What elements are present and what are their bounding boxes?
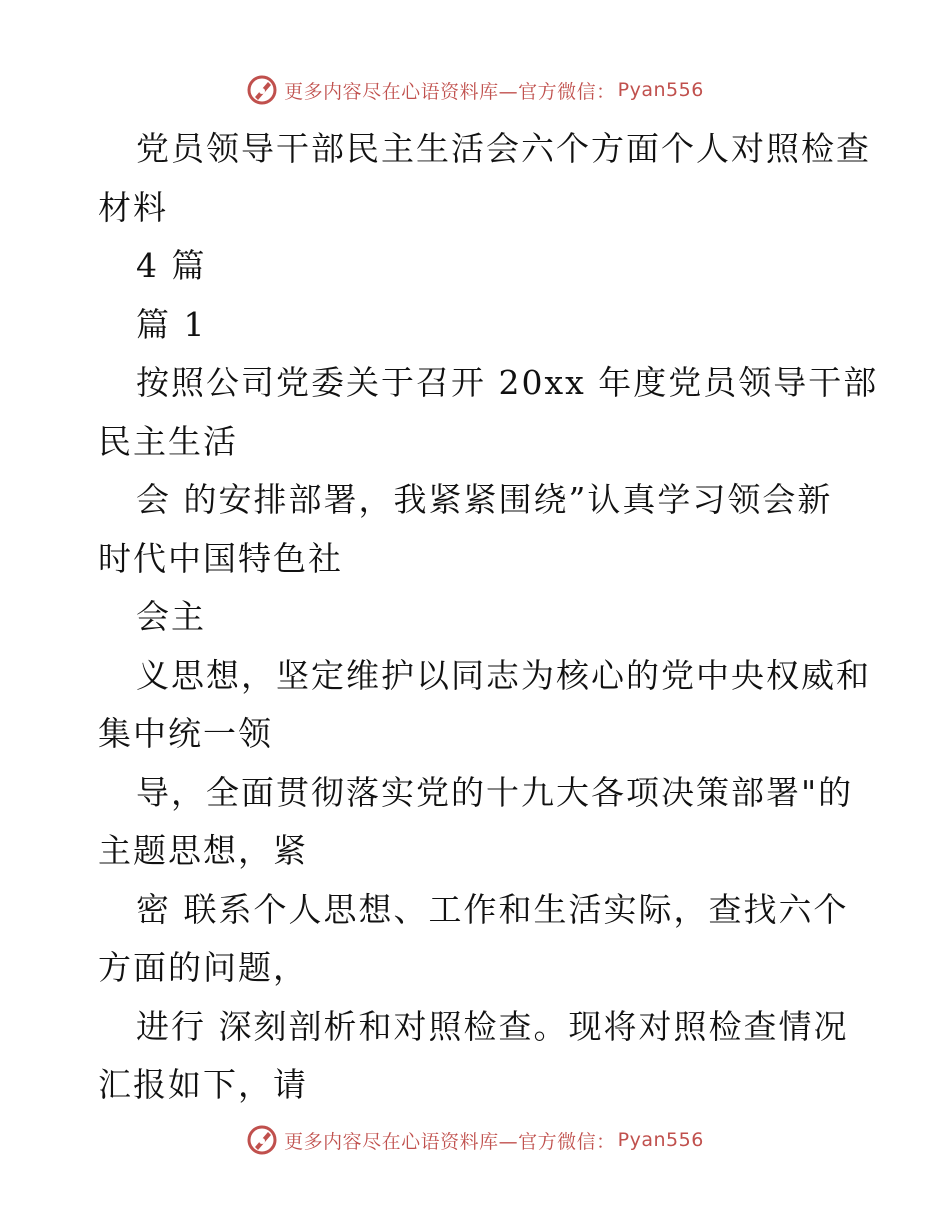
text-line: 按照公司党委关于召开 20xx 年度党员领导干部	[136, 363, 879, 402]
text-line: 篇 1	[136, 304, 207, 344]
document-body	[98, 120, 879, 1115]
text-line: 方面的问题，	[98, 948, 308, 987]
text-line: 义思想，坚定维护以同志为核心的党中央权威和	[136, 655, 871, 695]
watermark-text: 更多内容尽在心语资料库—官方微信：	[284, 1130, 616, 1153]
footer-watermark	[0, 1120, 950, 1160]
text-line: 主题思想，紧	[98, 831, 308, 870]
red-pen-circle-icon	[246, 1124, 278, 1156]
text-line: 导，全面贯彻落实党的十九大各项决策部署"的	[136, 772, 854, 812]
text-line: 密 联系个人思想、工作和生活实际，查找六个	[136, 889, 849, 929]
text-line: 会主	[136, 597, 206, 636]
text-line: 党员领导干部民主生活会六个方面个人对照检查	[136, 129, 871, 168]
text-line: 汇报如下，请	[98, 1065, 308, 1104]
text-line: 集中统一领	[98, 714, 273, 753]
text-line: 民主生活	[98, 421, 238, 461]
text-line: 进行 深刻剖析和对照检查。现将对照检查情况	[136, 1006, 849, 1046]
text-line: 材料	[98, 187, 168, 227]
watermark-wechat-id: Pyan556	[617, 1129, 704, 1151]
text-line: 会 的安排部署，我紧紧围绕”认真学习领会新	[136, 480, 833, 519]
red-pen-circle-icon	[246, 74, 278, 106]
text-line: 时代中国特色社	[98, 538, 343, 578]
watermark-wechat-id: Pyan556	[617, 79, 704, 101]
header-watermark	[0, 70, 950, 110]
watermark-text: 更多内容尽在心语资料库—官方微信：	[284, 80, 616, 103]
text-line: 4 篇	[136, 246, 207, 285]
